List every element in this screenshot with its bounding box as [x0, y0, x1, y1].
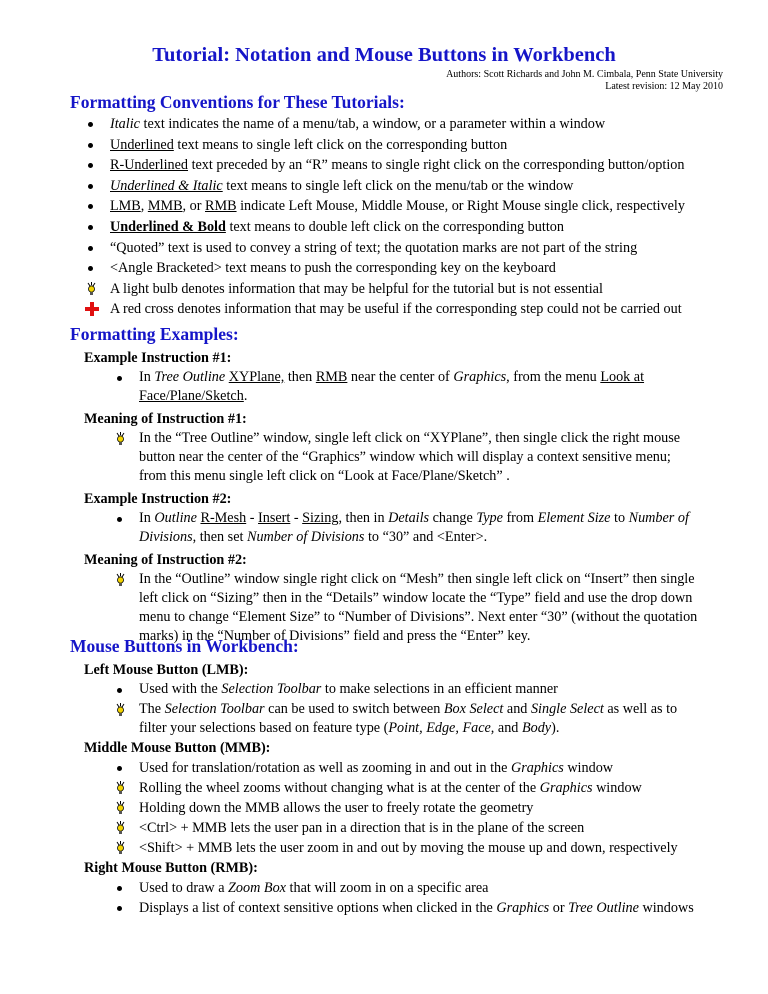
bullet-icon	[111, 509, 139, 529]
bullet-icon	[111, 878, 139, 898]
text: button near the center of the “Graphics” window which will display a context sensitive menu;	[139, 449, 671, 465]
text: window	[563, 760, 614, 776]
list-item	[84, 798, 734, 818]
item-text: text indicates the name of a menu/tab, a window, or a parameter within a window	[139, 116, 606, 132]
red-cross-icon	[85, 302, 99, 316]
underline-bold-example: Underlined & Bold	[110, 218, 226, 235]
text: change	[429, 510, 477, 526]
subheading: Example Instruction #1:	[84, 350, 232, 366]
section-mouse-buttons	[70, 636, 734, 918]
italic-text: Number of	[628, 510, 689, 526]
bullet-icon	[82, 238, 110, 258]
list-item	[84, 570, 734, 646]
underline-italic-example: Underlined & Italic	[110, 177, 223, 194]
text: The	[139, 701, 165, 717]
italic-text: Details	[388, 510, 430, 526]
text: and	[494, 720, 522, 736]
list-item	[84, 680, 734, 700]
italic-text: Selection Toolbar	[221, 681, 322, 697]
italic-text: Element Size	[537, 510, 611, 526]
list-item	[82, 258, 734, 279]
section-heading: Formatting Conventions for These Tutorials:	[70, 92, 405, 112]
text: to make selections in an efficient manner	[321, 681, 558, 697]
italic-text: Number of Divisions	[246, 529, 365, 545]
italic-text: Zoom Box	[228, 880, 286, 896]
separator: ,	[140, 198, 148, 215]
light-bulb-icon	[115, 781, 126, 795]
italic-text: Box Select	[443, 701, 504, 717]
list-item	[84, 818, 734, 838]
underlined-text: Face/Plane/Sketch	[139, 388, 244, 404]
text: that will zoom in on a specific area	[285, 880, 489, 896]
italic-text: Tree Outline	[154, 369, 226, 385]
subheading: Meaning of Instruction #1:	[84, 411, 247, 427]
item-text: text preceded by an “R” means to single right click on the corresponding button/option	[188, 157, 685, 174]
underlined-text: Sizing	[302, 510, 339, 526]
subheading: Middle Mouse Button (MMB):	[84, 740, 271, 756]
marker	[111, 838, 139, 858]
list-item	[82, 135, 734, 156]
authors-block	[446, 69, 723, 93]
marker	[111, 818, 139, 838]
underlined-text: Look at	[600, 369, 645, 385]
marker	[82, 279, 110, 299]
light-bulb-icon	[115, 841, 126, 855]
section-formatting-conventions	[70, 92, 734, 320]
italic-text: Graphics	[453, 369, 507, 385]
subheading: Example Instruction #2:	[84, 491, 232, 507]
text: Rolling the wheel zooms without changing what is at the center of the	[139, 780, 540, 796]
section-heading: Formatting Examples:	[70, 324, 239, 344]
item-text: A light bulb denotes information that may be helpful for the tutorial but is not essential	[110, 280, 603, 297]
list-item	[84, 838, 734, 858]
light-bulb-icon	[115, 573, 126, 587]
text: left click on “Sizing” then in the “Details” window locate the “Type” field and use the drop down	[139, 590, 693, 606]
text: or	[549, 900, 569, 916]
text: from	[502, 510, 538, 526]
bullet-icon	[82, 217, 110, 237]
underlined-text: RMB	[315, 369, 348, 385]
page-title: Tutorial: Notation and Mouse Buttons in Workbench	[152, 44, 616, 66]
text: , from the menu	[506, 369, 601, 385]
marker	[111, 570, 139, 590]
list-item	[84, 368, 734, 406]
bullet-icon	[82, 135, 110, 155]
text: , then in	[338, 510, 389, 526]
list-item	[84, 700, 734, 738]
subheading: Meaning of Instruction #2:	[84, 552, 247, 568]
item-text: text means to double left click on the corresponding button	[225, 218, 564, 235]
light-bulb-icon	[115, 801, 126, 815]
italic-text: Divisions	[139, 529, 193, 545]
text: filter your selections based on feature type (	[139, 720, 389, 736]
list-item	[82, 196, 734, 217]
list-item	[84, 758, 734, 778]
text: -	[246, 510, 259, 526]
text: window	[592, 780, 642, 796]
section-heading: Mouse Buttons in Workbench:	[70, 636, 299, 656]
italic-text: Single Select	[530, 701, 604, 717]
list-item	[82, 114, 734, 135]
list-item	[84, 778, 734, 798]
text: Used to draw a	[139, 880, 229, 896]
underlined-text: XYPlane,	[228, 369, 285, 385]
text: In the “Outline” window single right click on “Mesh” then single left click on “Insert” then single	[139, 571, 695, 587]
r-underline-example: R-Underlined	[110, 157, 189, 174]
text: Displays a list of context sensitive options when clicked in the	[139, 900, 497, 916]
italic-text: Graphics	[510, 760, 564, 776]
italic-text: Tree Outline	[568, 900, 639, 916]
italic-text: Graphics	[539, 780, 593, 796]
list-item	[82, 155, 734, 176]
italic-text: Body	[521, 720, 552, 736]
marker	[111, 798, 139, 818]
italic-text: Selection Toolbar	[164, 701, 265, 717]
text: can be used to switch between	[264, 701, 444, 717]
revision-line: Latest revision: 12 May 2010	[605, 81, 723, 92]
authors-line: Authors: Scott Richards and John M. Cimbala, Penn State University	[446, 69, 723, 80]
text: .	[243, 388, 248, 404]
underlined-text: Insert	[258, 510, 291, 526]
bullet-icon	[82, 114, 110, 134]
text: <Ctrl> + MMB lets the user pan in a direction that is in the plane of the screen	[139, 820, 585, 836]
text: ).	[551, 720, 560, 736]
text: marks) in the “Number of Divisions” field and press the “Enter” key.	[139, 628, 531, 644]
marker	[82, 299, 110, 319]
list-item	[82, 238, 734, 259]
item-text: A red cross denotes information that may be useful if the corresponding step could not be carried out	[110, 301, 682, 318]
list-item	[82, 299, 734, 320]
item-text: indicate Left Mouse, Middle Mouse, or Right Mouse single click, respectively	[236, 198, 685, 215]
list-item	[84, 509, 734, 547]
text: as well as to	[603, 701, 678, 717]
list-item	[82, 176, 734, 197]
italic-example: Italic	[110, 116, 140, 132]
marker	[111, 700, 139, 720]
rmb-example: RMB	[205, 198, 237, 215]
text: and	[503, 701, 531, 717]
bullet-icon	[82, 176, 110, 196]
bullet-icon	[111, 680, 139, 700]
mmb-example: MMB	[147, 198, 183, 215]
text: , then set	[192, 529, 247, 545]
italic-text: Outline	[154, 510, 197, 526]
bullet-icon	[111, 758, 139, 778]
text: from this menu single left click on “Look at Face/Plane/Sketch” .	[139, 468, 510, 484]
text: windows	[638, 900, 694, 916]
marker	[111, 778, 139, 798]
text: to	[610, 510, 629, 526]
text: In	[139, 510, 155, 526]
text: Holding down the MMB allows the user to freely rotate the geometry	[139, 800, 534, 816]
bullet-icon	[82, 196, 110, 216]
item-text: <Angle Bracketed> text means to push the corresponding key on the keyboard	[110, 260, 556, 277]
text: <Shift> + MMB lets the user zoom in and out by moving the mouse up and down, respectively	[139, 840, 678, 856]
text: then	[284, 369, 316, 385]
light-bulb-icon	[86, 282, 97, 296]
italic-text: Graphics	[496, 900, 550, 916]
underlined-text: R-Mesh	[200, 510, 247, 526]
text: Used for translation/rotation as well as zooming in and out in the	[139, 760, 511, 776]
light-bulb-icon	[115, 703, 126, 717]
bullet-icon	[111, 368, 139, 388]
item-text: “Quoted” text is used to convey a string of text; the quotation marks are not part of the string	[110, 239, 638, 256]
list-item	[82, 217, 734, 238]
text: In	[139, 369, 155, 385]
item-text: text means to single left click on the menu/tab or the window	[222, 177, 574, 194]
text: menu to change “Element Size” to “Number of Divisions”. Next enter “30” (without the quotation	[139, 609, 698, 625]
subheading: Right Mouse Button (RMB):	[84, 860, 258, 876]
text: Used with the	[139, 681, 222, 697]
bullet-icon	[82, 155, 110, 175]
list-item	[84, 878, 734, 898]
item-text: text means to single left click on the corresponding button	[173, 136, 508, 153]
underline-example: Underlined	[110, 136, 174, 153]
list-item	[84, 429, 734, 486]
marker	[111, 429, 139, 449]
text: In the “Tree Outline” window, single left click on “XYPlane”, then single click the right mouse	[139, 430, 681, 446]
bullet-icon	[111, 898, 139, 918]
bullet-icon	[82, 258, 110, 278]
lmb-example: LMB	[110, 198, 141, 215]
italic-text: Type	[476, 510, 503, 526]
italic-text: Point, Edge, Face,	[388, 720, 495, 736]
list-item	[82, 279, 734, 300]
light-bulb-icon	[115, 821, 126, 835]
text: near the center of	[347, 369, 454, 385]
light-bulb-icon	[115, 432, 126, 446]
text: to “30” and <Enter>.	[364, 529, 488, 545]
list-item	[84, 898, 734, 918]
text: -	[290, 510, 303, 526]
separator: , or	[182, 198, 206, 215]
subheading: Left Mouse Button (LMB):	[84, 662, 249, 678]
